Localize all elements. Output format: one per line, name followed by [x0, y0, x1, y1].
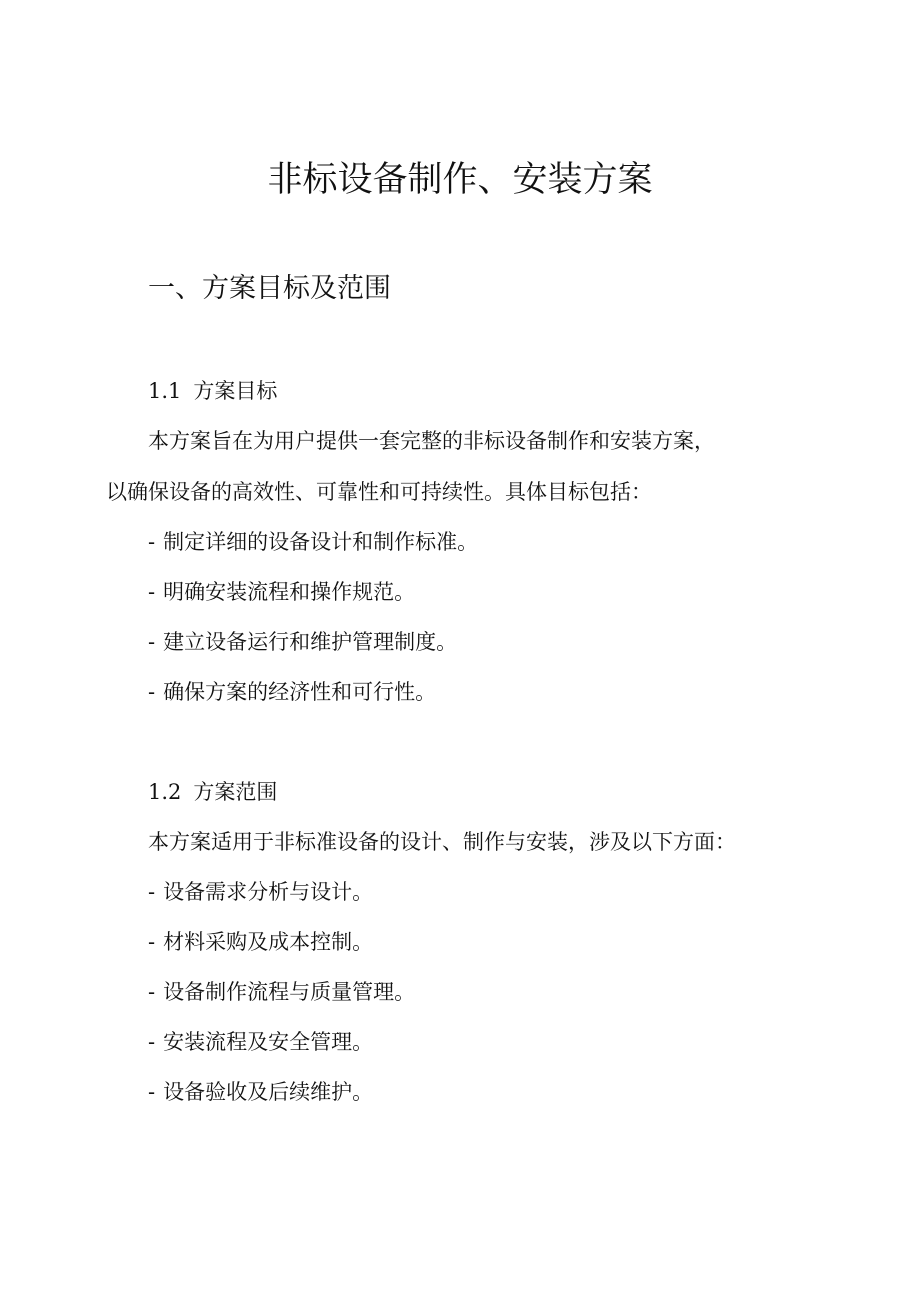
list-item	[148, 1027, 373, 1057]
list-item	[148, 527, 478, 557]
list-item-text: 建立设备运行和维护管理制度。	[163, 630, 458, 654]
list-item	[148, 977, 415, 1007]
bullet-dash: -	[148, 880, 156, 904]
list-item	[148, 877, 373, 907]
list-item-text: 设备制作流程与质量管理。	[163, 980, 416, 1004]
list-item-text: 材料采购及成本控制。	[163, 930, 374, 954]
paragraph-line: 以确保设备的高效性、可靠性和可持续性。具体目标包括：	[106, 480, 652, 504]
document-title: 非标设备制作、安装方案	[267, 160, 653, 200]
subsection-title: 方案目标	[193, 379, 278, 403]
section-heading: 一、方案目标及范围	[148, 273, 391, 304]
list-item	[148, 677, 436, 707]
list-item-text: 确保方案的经济性和可行性。	[163, 680, 437, 704]
subsection-number: 1.2	[148, 780, 182, 804]
bullet-dash: -	[148, 630, 156, 654]
bullet-dash: -	[148, 1080, 156, 1104]
paragraph-line: 本方案旨在为用户提供一套完整的非标设备制作和安装方案，	[148, 429, 715, 453]
bullet-dash: -	[148, 930, 156, 954]
list-item-text: 明确安装流程和操作规范。	[163, 580, 416, 604]
list-item	[148, 577, 415, 607]
list-item	[148, 627, 457, 657]
subsection-heading-1-1	[148, 376, 277, 406]
list-item-text: 设备验收及后续维护。	[163, 1080, 374, 1104]
list-item-text: 设备需求分析与设计。	[163, 880, 374, 904]
list-item-text: 安装流程及安全管理。	[163, 1030, 374, 1054]
list-item-text: 制定详细的设备设计和制作标准。	[163, 530, 479, 554]
bullet-dash: -	[148, 980, 156, 1004]
subsection-number: 1.1	[148, 379, 182, 403]
bullet-dash: -	[148, 680, 156, 704]
list-item	[148, 1077, 373, 1107]
bullet-dash: -	[148, 530, 156, 554]
list-item	[148, 927, 373, 957]
bullet-dash: -	[148, 580, 156, 604]
bullet-dash: -	[148, 1030, 156, 1054]
paragraph-line: 本方案适用于非标准设备的设计、制作与安装，涉及以下方面：	[148, 830, 736, 854]
subsection-title: 方案范围	[193, 780, 278, 804]
subsection-heading-1-2	[148, 777, 277, 807]
